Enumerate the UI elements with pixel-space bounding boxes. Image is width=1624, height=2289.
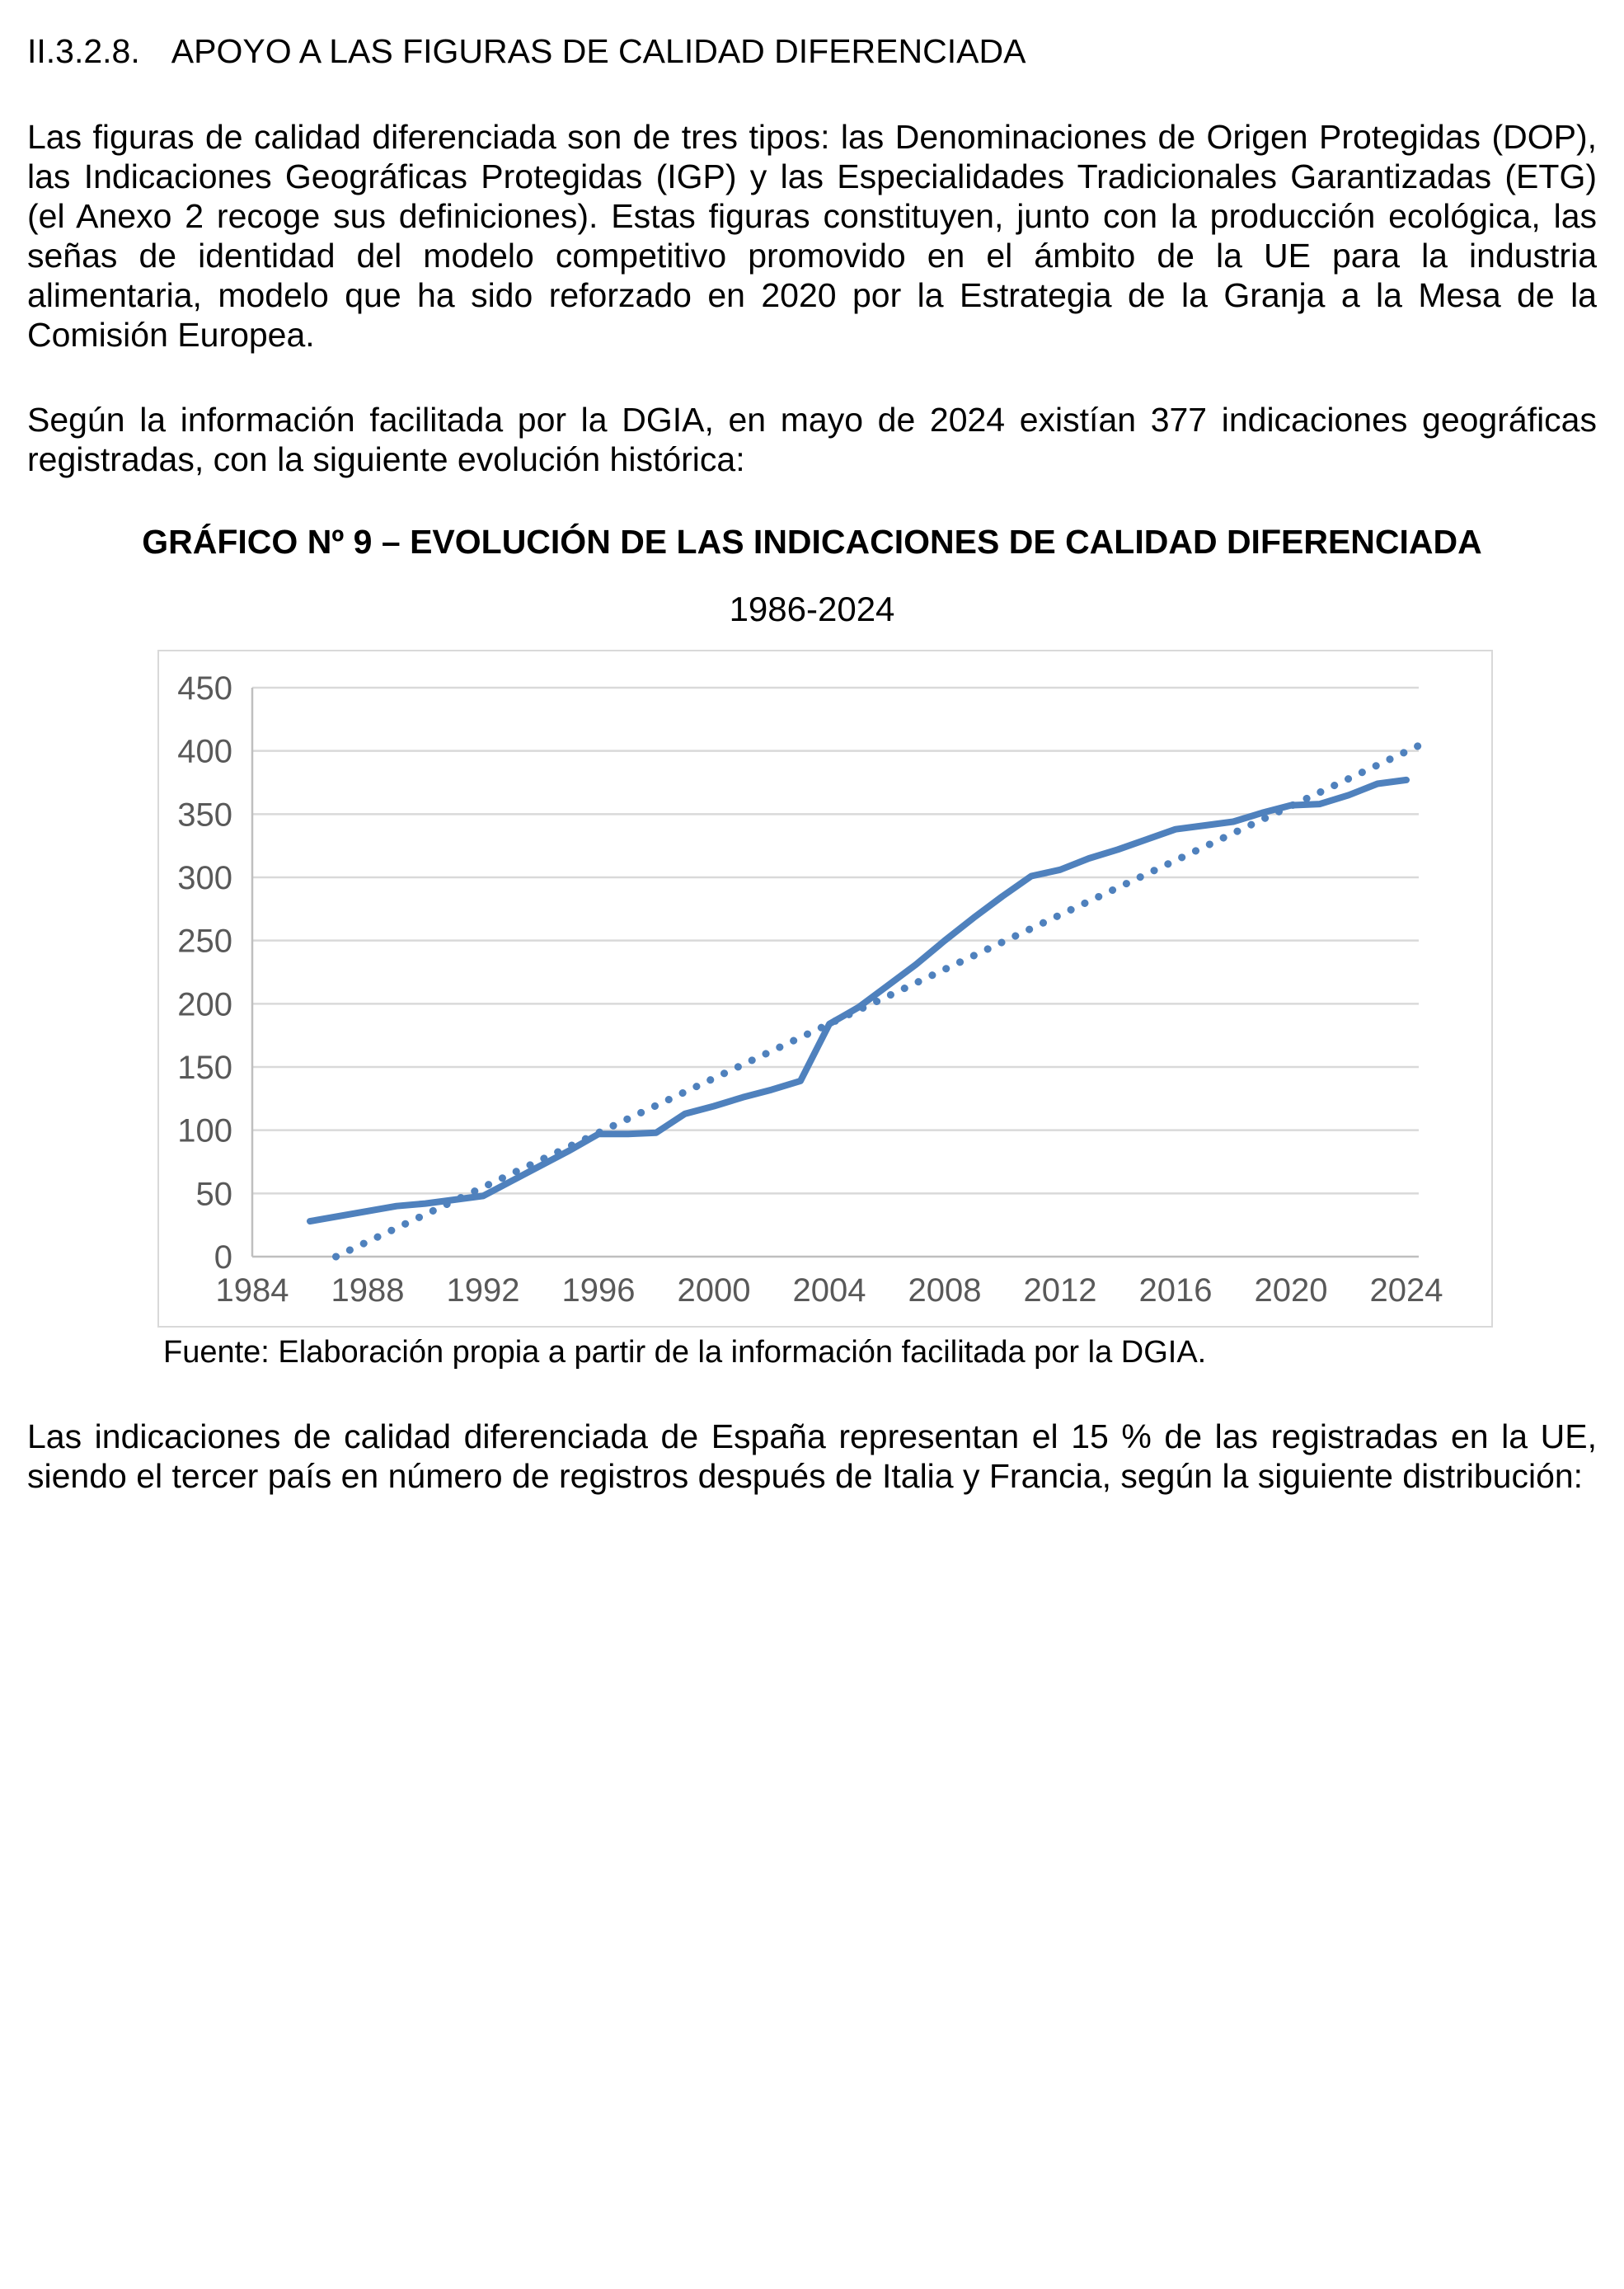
paragraph-intro: Las figuras de calidad diferenciada son de tres tipos: las Denominaciones de Origen Protegidas (DOP), las Indicaciones Geográficas Protegidas (IGP) y las Especialidades Tradicionales Garantizadas (ETG) (el Anexo 2 recoge sus definiciones). Estas figuras constituyen, junto con la producción ecológica, las señas de identidad del modelo competitivo promovido en el ámbito de la UE para la industria alimentaria, modelo que ha sido reforzado en 2020 por la Estrategia de la Granja a la Mesa de la Comisión Europea. <box>27 118 1597 354</box>
section-title: APOYO A LAS FIGURAS DE CALIDAD DIFERENCIADA <box>171 32 1026 70</box>
trend-line <box>336 743 1425 1257</box>
y-tick-label: 200 <box>177 986 232 1023</box>
y-tick-label: 50 <box>195 1176 232 1213</box>
chart-subtitle: 1986-2024 <box>729 590 895 628</box>
x-tick-label: 1988 <box>331 1272 405 1309</box>
y-tick-label: 450 <box>177 670 232 707</box>
x-tick-label: 2004 <box>792 1272 866 1309</box>
chart-title: GRÁFICO Nº 9 – EVOLUCIÓN DE LAS INDICACIONES DE CALIDAD DIFERENCIADA <box>142 523 1482 561</box>
x-tick-label: 2024 <box>1369 1272 1443 1309</box>
y-tick-label: 400 <box>177 733 232 770</box>
paragraph-dgia: Según la información facilitada por la DGIA, en mayo de 2024 existían 377 indicaciones geográficas registradas, con la siguiente evolución histórica: <box>27 401 1597 478</box>
y-tick-label: 300 <box>177 860 232 896</box>
y-tick-label: 100 <box>177 1112 232 1149</box>
x-tick-label: 2012 <box>1023 1272 1097 1309</box>
x-tick-label: 1996 <box>561 1272 636 1309</box>
source-note: Fuente: Elaboración propia a partir de la información facilitada por la DGIA. <box>163 1335 1207 1370</box>
section-heading <box>27 31 1597 71</box>
x-tick-label: 2016 <box>1138 1272 1213 1309</box>
chart-canvas <box>159 651 1491 1326</box>
line-chart <box>157 650 1493 1328</box>
data-series-line <box>310 780 1406 1221</box>
y-tick-label: 150 <box>177 1050 232 1086</box>
y-tick-label: 0 <box>214 1239 232 1276</box>
x-tick-label: 2000 <box>677 1272 751 1309</box>
x-tick-label: 1984 <box>215 1272 289 1309</box>
x-tick-label: 1992 <box>446 1272 520 1309</box>
y-tick-label: 250 <box>177 923 232 960</box>
x-tick-label: 2008 <box>908 1272 982 1309</box>
x-tick-label: 2020 <box>1254 1272 1328 1309</box>
y-tick-label: 350 <box>177 797 232 834</box>
paragraph-distribution: Las indicaciones de calidad diferenciada de España representan el 15 % de las registradas en la UE, siendo el tercer país en número de registros después de Italia y Francia, según la siguiente distribución: <box>27 1417 1597 1495</box>
section-number: II.3.2.8. <box>27 32 140 70</box>
